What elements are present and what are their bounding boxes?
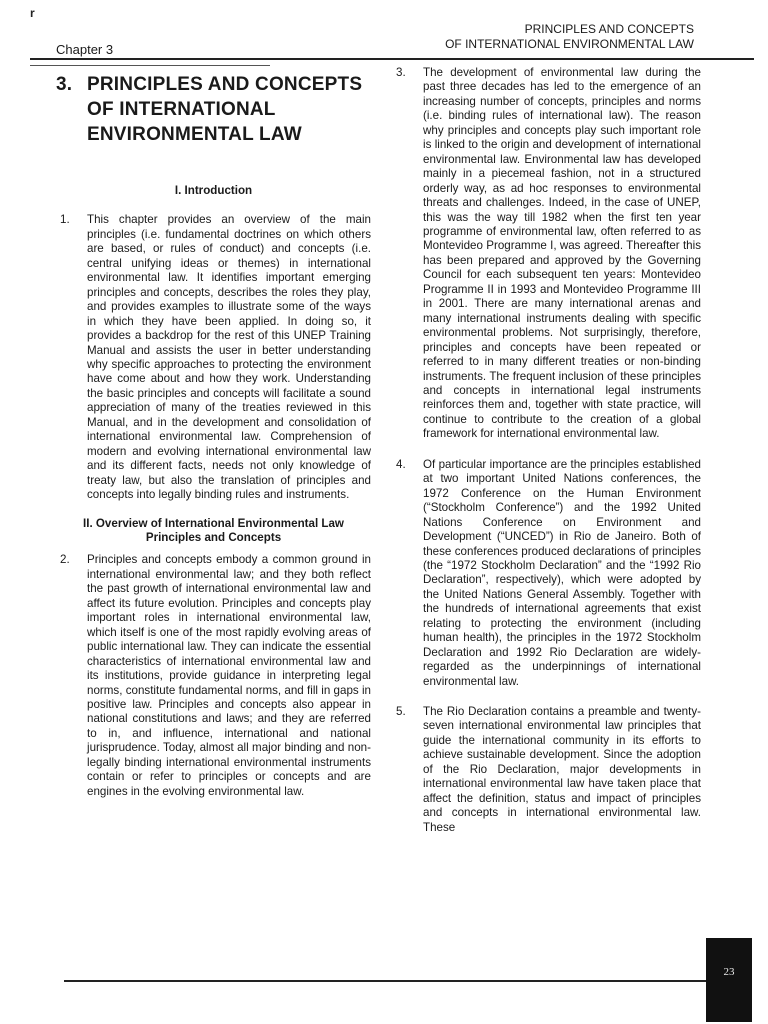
paragraph-text: Principles and concepts embody a common ground in international environmental law; and they both reflect the past growth of international environmental law and affect its future evolution. Principles and concepts play important roles in international environmental law, which itself is one of the most rapidly evolving areas of public international law. They can indicate the essential characteristics of international environmental law and its institutions, provide guidance in interpreting legal norms, constitute fundamental norms, and fill in gaps in positive law. Principles and concepts also appear in national constitutions and laws; and they are referred to in, and influence, international and national jurisprudence. Today, almost all major binding and non-legally binding international environmental instruments contain or refer to principles or concepts and are engines in the evolving environmental law. [87, 553, 371, 798]
chapter-title [56, 72, 371, 147]
paragraph-number: 2. [60, 553, 70, 567]
paragraph-number: 4. [396, 457, 406, 471]
paragraph-5 [392, 705, 701, 835]
paragraph-text: Of particular importance are the principles established at two important United Nations conferences, the 1972 Conference on the Human Environment (“Stockholm Conference”) and the 1992 United Nations Conference on Environment and Development (“UNCED”) in Rio de Janeiro. Both of these conferences produced declarations of principles (the “1972 Stockholm Declaration” and the “1992 Rio Declaration”, respectively), which were adopted by the United Nations General Assembly. Together with the hundreds of international agreements that exist relating to protecting the environment (including human health), the principles in the 1972 Stockholm Declaration and 1992 Rio Declaration are widely-regarded as the underpinnings of international environmental law. [423, 457, 701, 688]
page-number-tab [706, 938, 752, 1022]
section-heading-overview [56, 517, 371, 546]
running-header-title [445, 22, 694, 52]
running-header-title-line2: OF INTERNATIONAL ENVIRONMENTAL LAW [445, 37, 694, 51]
section-heading-overview-line1: II. Overview of International Environmental Law [83, 516, 344, 530]
running-header-title-line1: PRINCIPLES AND CONCEPTS [524, 22, 694, 36]
paragraph-2 [56, 553, 371, 799]
paragraph-number: 1. [60, 213, 70, 227]
footer-rule [64, 980, 706, 982]
right-column [392, 66, 701, 835]
paragraph-text: The Rio Declaration contains a preamble and twenty-seven international environmental law principles that guide the international community in its efforts to achieve sustainable development. Since the adoption of the Rio Declaration, major developments in international environmental law have taken place that affect the definition, status and impact of principles and concepts in international environmental law. These [423, 705, 701, 834]
paragraph-4 [392, 458, 701, 689]
paragraph-1 [56, 213, 371, 502]
left-column [56, 66, 371, 799]
corner-mark: r [30, 6, 35, 20]
running-header-chapter: Chapter 3 [56, 42, 114, 57]
paragraph-number: 5. [396, 705, 406, 719]
paragraph-3 [392, 66, 701, 442]
section-heading-introduction: I. Introduction [174, 184, 253, 197]
paragraph-text: This chapter provides an overview of the main principles (i.e. fundamental doctrines on which others are based, or rules of conduct) and concepts (i.e. central unifying ideas or themes) in international environmental law. It identifies important emerging principles and concepts, describes the roles they play, and provides examples to illustrate some of the ways in which they have been applied. In doing so, it provides a backdrop for the rest of this UNEP Training Manual and assists the user in better understanding why specific approaches to protecting the environment have come about and how they work. Understanding the basic principles and concepts will facilitate a sound appreciation of many of the treaties reviewed in this Manual, and in the development and consolidation of international environmental law. Comprehension of modern and evolving international environmental law and its different facts, needs not only knowledge of treaty law, but also the translation of principles and concepts into legally binding rules and instruments. [87, 213, 371, 502]
chapter-number: 3. [56, 74, 73, 95]
chapter-title-text: PRINCIPLES AND CONCEPTS OF INTERNATIONAL ENVIRONMENTAL LAW [87, 74, 363, 145]
page-number: 23 [723, 966, 735, 978]
header-rule [30, 58, 754, 60]
section-heading-overview-line2: Principles and Concepts [145, 530, 282, 544]
paragraph-number: 3. [396, 66, 406, 79]
paragraph-text: The development of environmental law during the past three decades has led to the emergence of an increasing number of concepts, principles and norms (i.e. binding rules of international law). The reason why principles and concepts play such important role is linked to the origin and development of international environmental law. Environmental law has developed mainly in a piecemeal fashion, not in a structured orderly way, as ad hoc responses to environmental threats and challenges. Indeed, in the case of UNEP, this was the way till 1982 when the first ten year programme of environmental law, often referred to as Montevideo Programme I, was agreed. Thereafter this has been prepared and approved by the Governing Council for each subsequent ten years: Montevideo Programme II in 1993 and Montevideo Programme III in 2001. There are many international arenas and many international instruments dealing with specific environmental problems. Not surprisingly, therefore, principles and concepts have been repeated or referred to in many different treaties or non-binding instruments. The frequent inclusion of these principles and concepts in international legal instruments reinforces them and, together with state practice, will continue to contribute to the creation of a global framework for international environmental law. [423, 66, 701, 441]
